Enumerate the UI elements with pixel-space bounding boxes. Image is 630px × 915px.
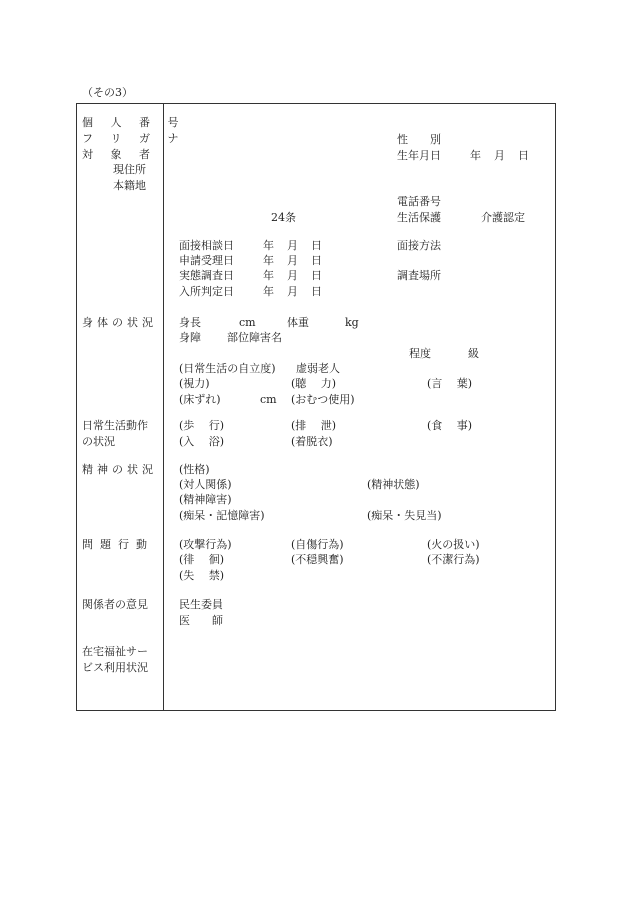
disability-label: 身障	[179, 331, 201, 344]
hearing-label: (聴 力)	[291, 377, 337, 390]
label-physical-status: 身体の状況	[82, 316, 157, 329]
diaper-label: (おむつ使用)	[291, 393, 355, 406]
bedsore-unit: cm	[260, 393, 277, 406]
fire-handling-label: (火の扱い)	[427, 538, 480, 551]
eating-label: (食 事)	[427, 419, 473, 432]
mental-disorder-label: (精神障害)	[179, 493, 232, 506]
label-opinions: 関係者の意見	[82, 598, 148, 611]
survey-month: 月	[287, 269, 298, 282]
walking-label: (歩 行)	[179, 419, 225, 432]
self-harm-label: (自傷行為)	[291, 538, 344, 551]
dementia-disorientation-label: (痴呆・失見当)	[367, 509, 442, 522]
personality-label: (性格)	[179, 463, 210, 476]
label-registered-domicile: 本籍地	[113, 179, 146, 192]
welfare-label: 生活保護	[397, 211, 441, 224]
label-mental-status: 精神の状況	[82, 463, 157, 476]
admission-day: 日	[311, 285, 322, 298]
interview-month: 月	[287, 239, 298, 252]
survey-day: 日	[311, 269, 322, 282]
doctor-label: 医 師	[179, 614, 223, 627]
degree-label: 程度	[409, 347, 431, 360]
application-month: 月	[287, 254, 298, 267]
label-daily-living-line2: の状況	[82, 435, 115, 448]
label-home-welfare-line2: ビス利用状況	[82, 661, 148, 674]
mental-state-label: (精神状態)	[367, 478, 420, 491]
disability-site-label: 部位障害名	[227, 331, 282, 344]
article24-label: 24条	[271, 211, 296, 224]
excretion-label: (排 泄)	[291, 419, 337, 432]
label-current-address: 現住所	[113, 163, 146, 176]
label-column-divider	[163, 103, 164, 711]
admission-year: 年	[263, 285, 274, 298]
height-label: 身長	[179, 316, 201, 329]
label-subject: 対 象 者	[82, 148, 157, 161]
unclean-label: (不潔行為)	[427, 553, 480, 566]
survey-location-label: 調査場所	[397, 269, 441, 282]
interview-day: 日	[311, 239, 322, 252]
form-frame	[76, 103, 556, 711]
survey-date-label: 実態調査日	[179, 269, 234, 282]
label-home-welfare-line1: 在宅福祉サー	[82, 645, 148, 658]
birthdate-label: 生年月日	[397, 149, 441, 162]
dementia-memory-label: (痴呆・記憶障害)	[179, 509, 265, 522]
application-year: 年	[263, 254, 274, 267]
weight-unit: kg	[345, 316, 359, 329]
relations-label: (対人関係)	[179, 478, 232, 491]
birth-year-unit: 年	[470, 149, 481, 162]
care-cert-label: 介護認定	[481, 211, 525, 224]
frail-elderly-label: 虚弱老人	[296, 362, 340, 375]
birth-day-unit: 日	[518, 149, 529, 162]
bedsore-label: (床ずれ)	[179, 393, 221, 406]
label-personal-number: 個 人 番 号	[82, 116, 186, 129]
grade-unit: 級	[468, 347, 479, 360]
application-day: 日	[311, 254, 322, 267]
admission-month: 月	[287, 285, 298, 298]
label-problem-behavior: 問題行動	[82, 538, 154, 551]
interview-method-label: 面接方法	[397, 239, 441, 252]
independence-label: (日常生活の自立度)	[179, 362, 276, 375]
wandering-label: (徘 徊)	[179, 553, 225, 566]
interview-date-label: 面接相談日	[179, 239, 234, 252]
sex-label: 性 別	[397, 133, 441, 146]
phone-label: 電話番号	[397, 195, 441, 208]
label-daily-living-line1: 日常生活動作	[82, 419, 148, 432]
dressing-label: (着脱衣)	[291, 435, 333, 448]
weight-label: 体重	[287, 316, 309, 329]
speech-label: (言 葉)	[427, 377, 473, 390]
welfare-commissioner-label: 民生委員	[179, 598, 223, 611]
bathing-label: (入 浴)	[179, 435, 225, 448]
birth-month-unit: 月	[494, 149, 505, 162]
height-unit: cm	[239, 316, 256, 329]
aggression-label: (攻撃行為)	[179, 538, 232, 551]
label-furigana: フ リ ガ ナ	[82, 132, 186, 145]
admission-date-label: 入所判定日	[179, 285, 234, 298]
vision-label: (視力)	[179, 377, 210, 390]
agitation-label: (不穏興奮)	[291, 553, 344, 566]
interview-year: 年	[263, 239, 274, 252]
survey-year: 年	[263, 269, 274, 282]
incontinence-label: (失 禁)	[179, 569, 225, 582]
page-label: （その3）	[82, 86, 133, 99]
application-date-label: 申請受理日	[179, 254, 234, 267]
